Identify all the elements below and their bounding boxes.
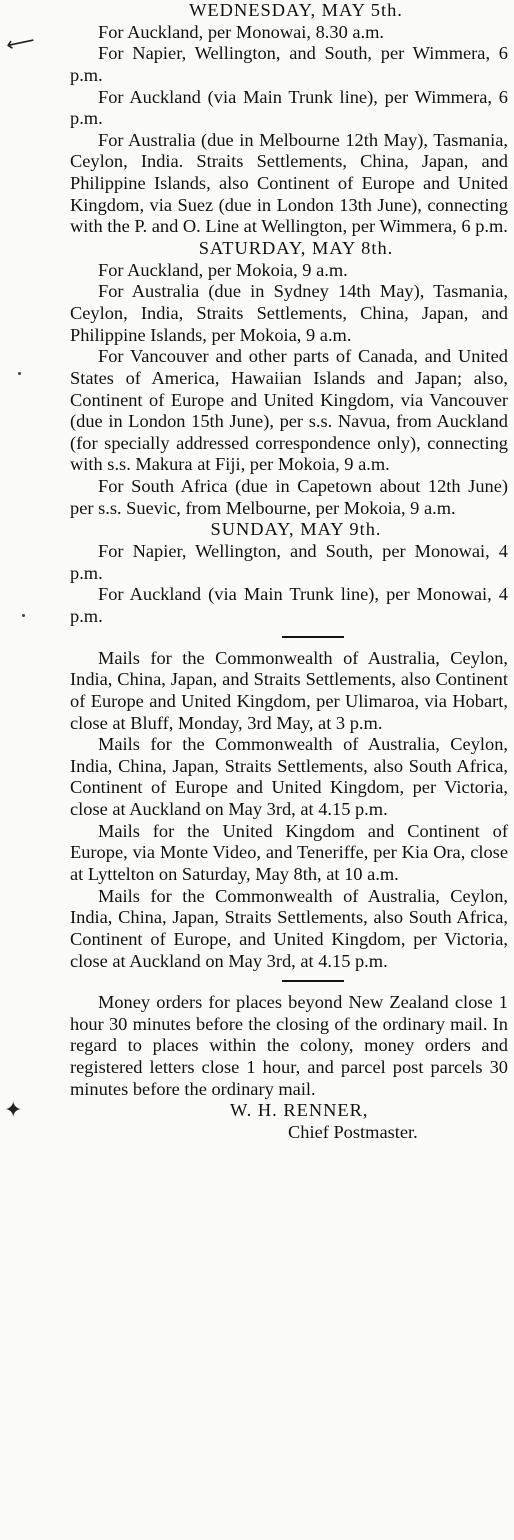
signature-name: W. H. RENNER, (230, 1100, 369, 1121)
section-heading-sunday: SUNDAY, MAY 9th. (210, 519, 382, 540)
section-heading-wednesday: WEDNESDAY, MAY 5th. (189, 0, 403, 20)
mail-item: For Australia (due in Melbourne 12th May), Tasmania, Ceylon, India. Straits Settlements, China, Japan, and Philippine Islands, also Continent of Europe and United Kingdom, via Suez (due in London 13th June), connecting with the P. and O. Line at Wellington, per Wimmera, 6 p.m. (70, 129, 508, 237)
mail-item: For Auckland (via Main Trunk line), per Monowai, 4 p.m. (70, 584, 508, 626)
section-divider (282, 980, 344, 982)
mail-item: For Napier, Wellington, and South, per Monowai, 4 p.m. (70, 541, 508, 583)
mail-item: For Vancouver and other parts of Canada, and United States of America, Hawaiian Islands and Japan; also, Continent of Europe and United Kingdom, via Vancouver (due in London 15th June), per s.s. Navua, from Auckland (for specially addressed correspondence only), connecting with s.s. Makura at Fiji, per Mokoia, 9 a.m. (70, 346, 508, 475)
mail-closing-item: Mails for the Commonwealth of Australia, Ceylon, India, China, Japan, and Straits Settlements, also Continent of Europe and United Kingdom, per Ulimaroa, via Hobart, close at Bluff, Monday, 3rd May, at 3 p.m. (70, 647, 508, 733)
margin-ink-mark: ✦ (4, 1098, 23, 1123)
mail-item: For Auckland, per Monowai, 8.30 a.m. (98, 21, 385, 42)
money-orders-note: Money orders for places beyond New Zealand close 1 hour 30 minutes before the closing of the ordinary mail. In regard to places within the colony, money orders and registered letters close 1 hour, and parcel post parcels 30 minutes before the ordinary mail. (70, 992, 508, 1099)
mail-item: For South Africa (due in Capetown about 12th June) per s.s. Suevic, from Melbourne, per Mokoia, 9 a.m. (70, 476, 508, 518)
mail-item: For Napier, Wellington, and South, per Wimmera, 6 p.m. (70, 43, 508, 85)
mail-closing-item: Mails for the Commonwealth of Australia, Ceylon, India, China, Japan, Straits Settlements, also South Africa, Continent of Europe and United Kingdom, per Victoria, close at Auckland on May 3rd, at 4.15 p.m. (70, 734, 508, 820)
mail-item: For Australia (due in Sydney 14th May), Tasmania, Ceylon, India, Straits Settlements, China, Japan, and Philippine Islands, per Mokoia, 9 a.m. (70, 281, 508, 345)
margin-ink-mark: ⟵ (3, 27, 37, 57)
mail-item: For Auckland (via Main Trunk line), per Wimmera, 6 p.m. (70, 86, 508, 129)
signature-title: Chief Postmaster. (288, 1122, 418, 1143)
section-divider (282, 636, 344, 638)
mail-closing-item: Mails for the Commonwealth of Australia, Ceylon, India, China, Japan, Straits Settlements, also South Africa, Continent of Europe, and United Kingdom, per Victoria, close at Auckland on May 3rd, at 4.15 p.m. (70, 885, 508, 971)
mail-item: For Auckland, per Mokoia, 9 a.m. (98, 259, 348, 280)
section-heading-saturday: SATURDAY, MAY 8th. (198, 238, 394, 259)
mail-closing-item: Mails for the United Kingdom and Continent of Europe, via Monte Video, and Teneriffe, per Kia Ora, close at Lyttelton on Saturday, May 8th, at 10 a.m. (70, 820, 508, 884)
